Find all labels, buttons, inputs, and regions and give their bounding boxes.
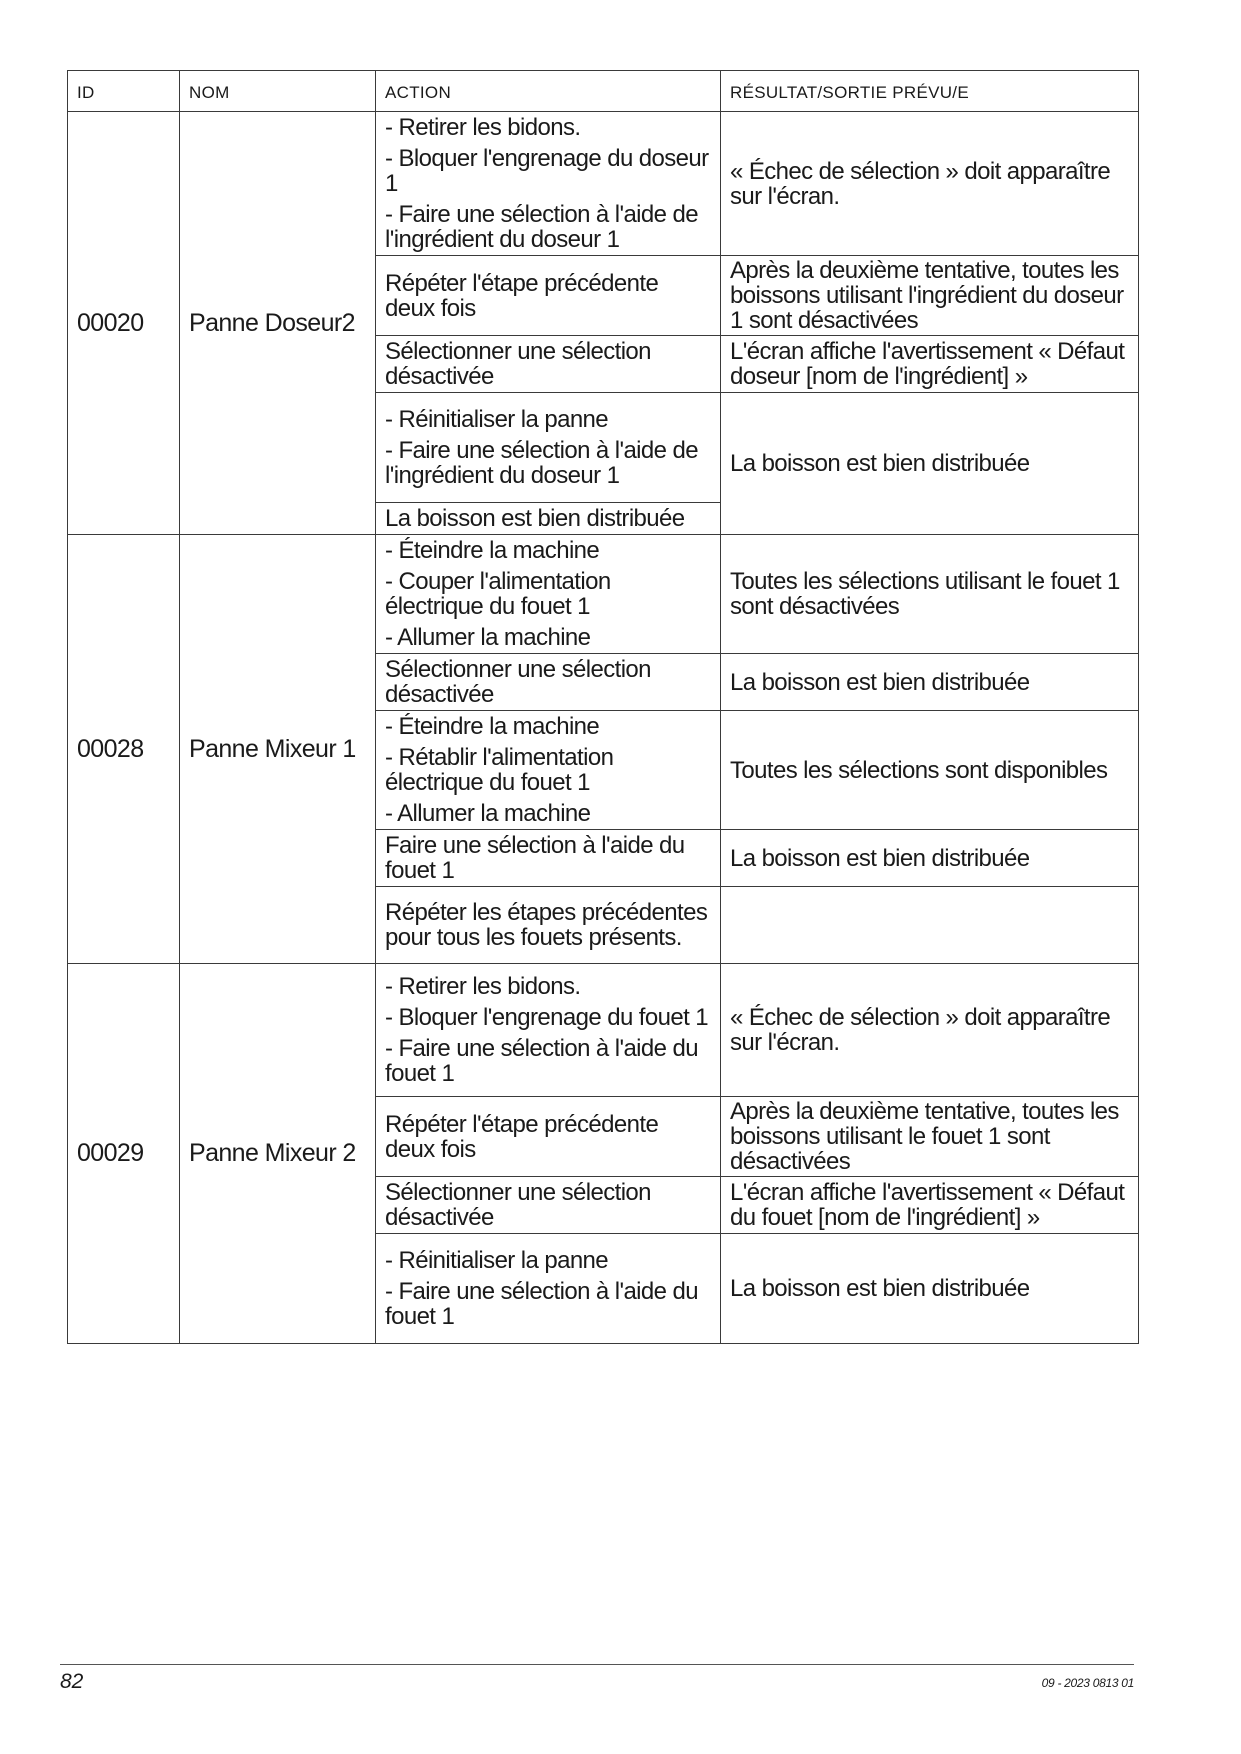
action-cell [376, 503, 721, 535]
column-header-result: RÉSULTAT/SORTIE PRÉVU/E [721, 71, 1139, 112]
column-header-id: ID [68, 71, 180, 112]
table-body [68, 112, 1139, 1344]
action-step: - Bloquer l'engrenage du doseur 1 [385, 145, 709, 197]
action-step: - Faire une sélection à l'aide de l'ingrédient du doseur 1 [385, 201, 698, 253]
expected-result-cell: Toutes les sélections sont disponibles [721, 711, 1139, 830]
action-step: Sélectionner une sélection désactivée [385, 338, 651, 390]
action-step: - Faire une sélection à l'aide du fouet 1 [385, 1278, 698, 1330]
action-step: - Rétablir l'alimentation électrique du fouet 1 [385, 744, 614, 796]
footer-divider [60, 1664, 1134, 1665]
action-cell [376, 830, 721, 887]
action-step: Répéter les étapes précédentes pour tous les fouets présents. [385, 899, 708, 951]
action-step: Répéter l'étape précédente deux fois [385, 269, 659, 322]
action-step: Faire une sélection à l'aide du fouet 1 [385, 832, 685, 884]
test-table-container [67, 70, 1138, 1344]
action-cell [376, 393, 721, 503]
page-number: 82 [60, 1670, 84, 1693]
expected-result-cell: La boisson est bien distribuée [721, 830, 1139, 887]
action-step: - Réinitialiser la panne [385, 406, 609, 433]
action-step: - Retirer les bidons. [385, 114, 581, 141]
action-step: - Bloquer l'engrenage du fouet 1 [385, 1004, 708, 1031]
expected-result-cell [721, 887, 1139, 964]
test-name-cell: Panne Mixeur 2 [180, 964, 376, 1344]
test-table [67, 70, 1139, 1344]
expected-result-cell: La boisson est bien distribuée [721, 654, 1139, 711]
column-header-action: ACTION [376, 71, 721, 112]
action-cell [376, 964, 721, 1097]
header-row [68, 71, 1139, 112]
expected-result-cell: Après la deuxième tentative, toutes les boissons utilisant le fouet 1 sont désactivées [721, 1097, 1139, 1177]
action-step: - Éteindre la machine [385, 537, 600, 564]
table-row [68, 112, 1139, 256]
action-step: - Faire une sélection à l'aide de l'ingrédient du doseur 1 [385, 437, 698, 489]
action-cell [376, 535, 721, 654]
action-step: - Retirer les bidons. [385, 973, 581, 1000]
test-id-cell: 00028 [68, 535, 180, 964]
table-row [68, 535, 1139, 654]
expected-result-cell: « Échec de sélection » doit apparaître sur l'écran. [721, 964, 1139, 1097]
expected-result-cell: La boisson est bien distribuée [721, 393, 1139, 535]
action-step: - Réinitialiser la panne [385, 1247, 609, 1274]
expected-result-cell: La boisson est bien distribuée [721, 1234, 1139, 1344]
action-step: Sélectionner une sélection désactivée [385, 1179, 651, 1231]
action-step: Sélectionner une sélection désactivée [385, 656, 651, 708]
expected-result-cell: L'écran affiche l'avertissement « Défaut du fouet [nom de l'ingrédient] » [721, 1177, 1139, 1234]
document-code: 09 - 2023 0813 01 [1041, 1676, 1134, 1690]
action-step: La boisson est bien distribuée [385, 505, 685, 532]
expected-result-cell: L'écran affiche l'avertissement « Défaut doseur [nom de l'ingrédient] » [721, 336, 1139, 393]
action-cell [376, 1234, 721, 1344]
expected-result-cell: « Échec de sélection » doit apparaître sur l'écran. [721, 112, 1139, 256]
test-id-cell: 00020 [68, 112, 180, 535]
action-cell [376, 1097, 721, 1177]
expected-result-cell: Après la deuxième tentative, toutes les boissons utilisant l'ingrédient du doseur 1 sont désactivées [721, 256, 1139, 336]
action-cell [376, 654, 721, 711]
action-cell [376, 256, 721, 336]
action-cell [376, 1177, 721, 1234]
expected-result-cell: Toutes les sélections utilisant le fouet 1 sont désactivées [721, 535, 1139, 654]
action-cell [376, 112, 721, 256]
column-header-nom: NOM [180, 71, 376, 112]
test-id-cell: 00029 [68, 964, 180, 1344]
action-step: Répéter l'étape précédente deux fois [385, 1110, 659, 1163]
action-cell [376, 711, 721, 830]
action-step: - Faire une sélection à l'aide du fouet 1 [385, 1035, 698, 1087]
action-step: - Allumer la machine [385, 624, 591, 651]
action-step: - Éteindre la machine [385, 713, 600, 740]
action-step: - Couper l'alimentation électrique du fouet 1 [385, 568, 611, 620]
test-name-cell: Panne Doseur2 [180, 112, 376, 535]
action-step: - Allumer la machine [385, 800, 591, 827]
test-name-cell: Panne Mixeur 1 [180, 535, 376, 964]
action-cell [376, 336, 721, 393]
table-row [68, 964, 1139, 1097]
action-cell [376, 887, 721, 964]
